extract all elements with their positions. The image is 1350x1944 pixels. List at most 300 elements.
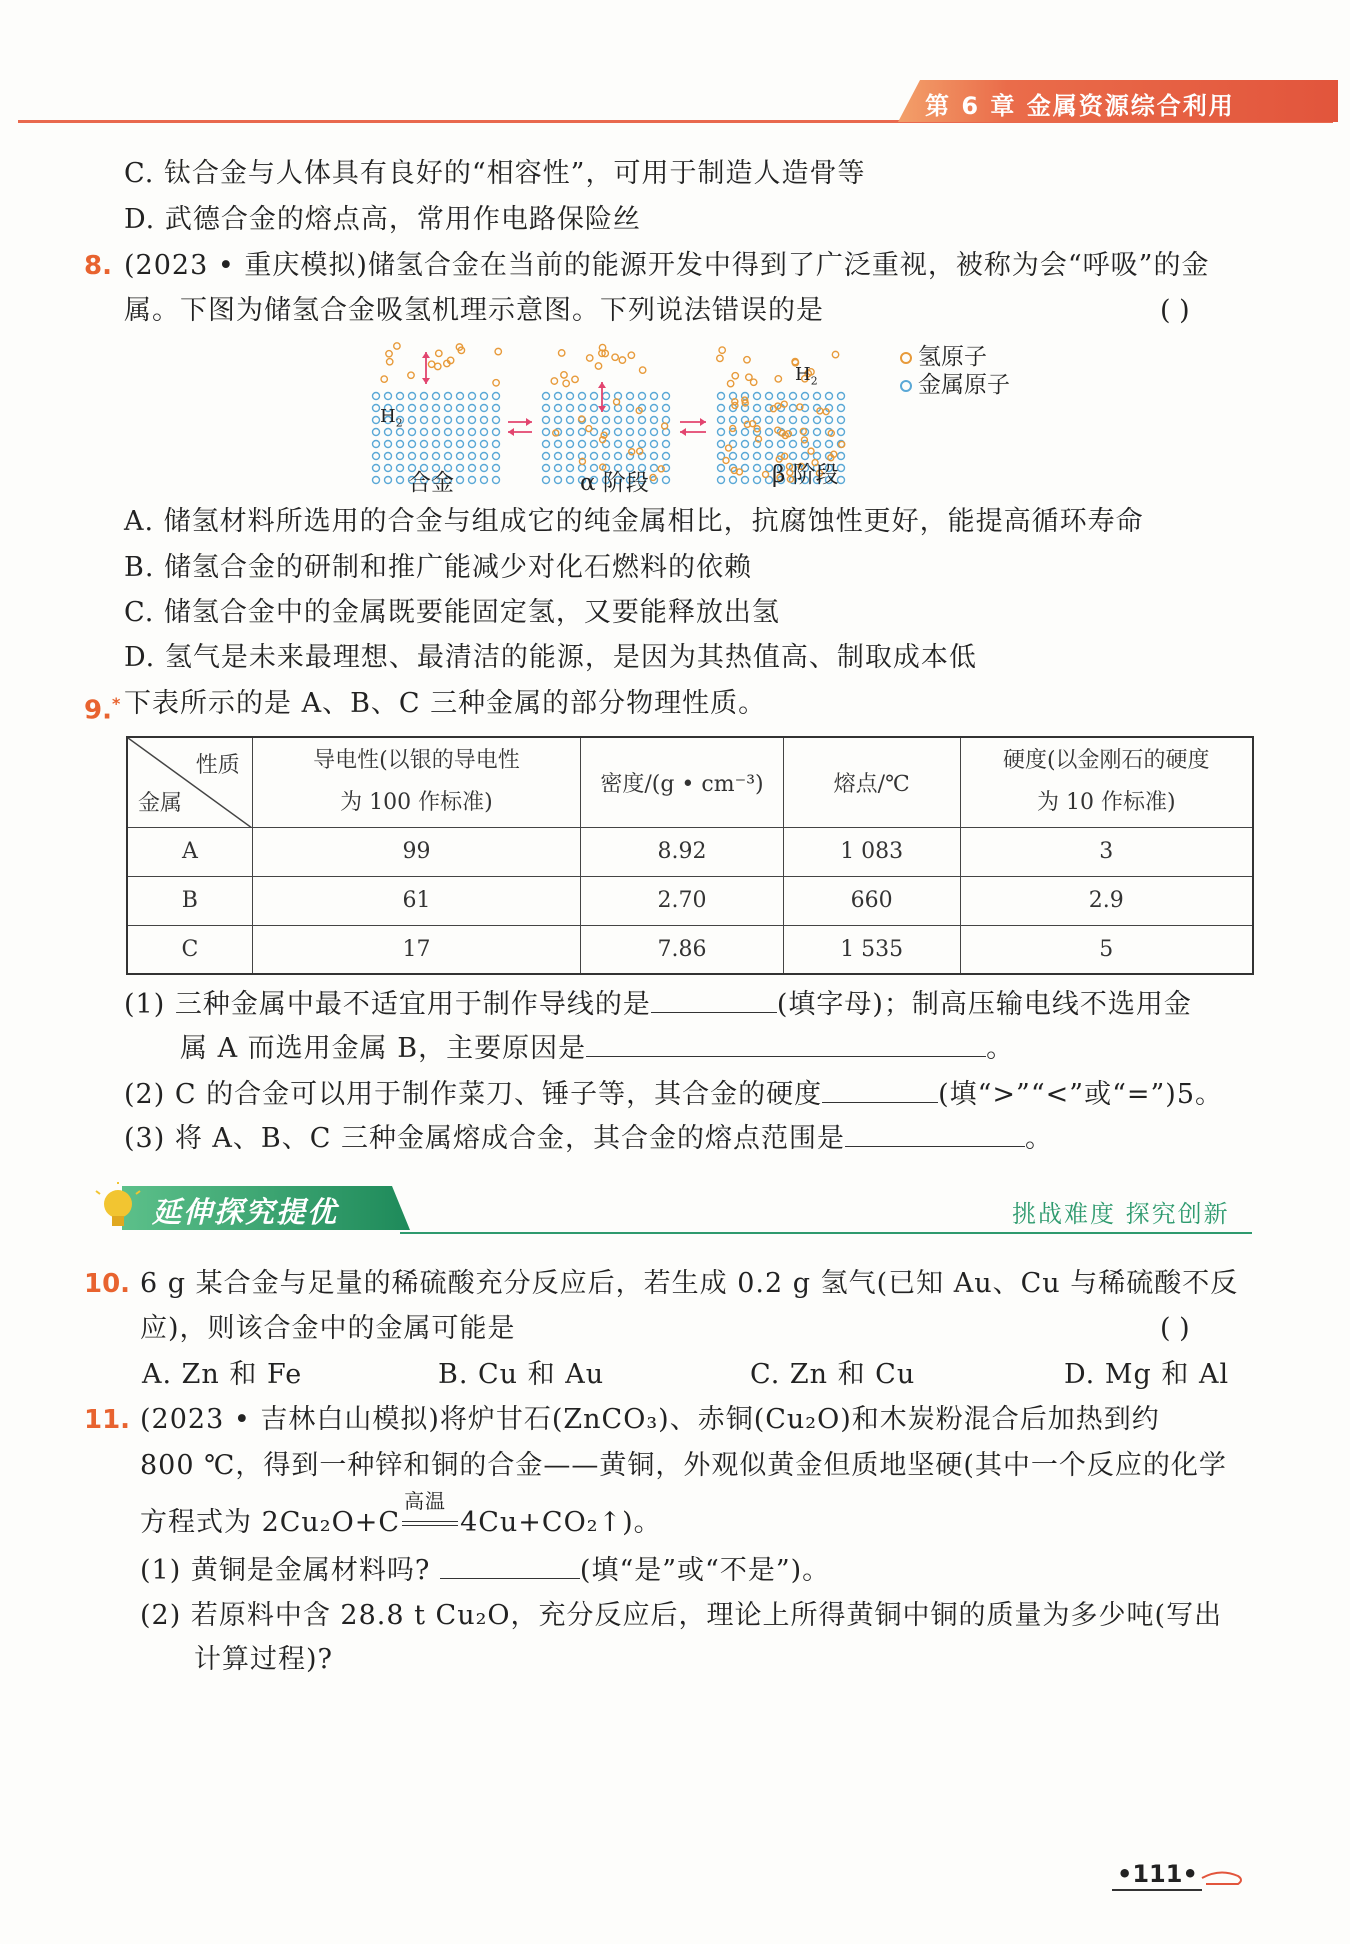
metal-atom [730,477,737,484]
metal-atom [790,393,797,400]
section-rule [400,1232,1252,1234]
metal-atom [397,477,404,484]
metal-atom [543,441,550,448]
table-row [127,925,1253,974]
cell-metal: B [127,876,252,925]
q11-stem-line2: 800 ℃，得到一种锌和铜的合金——黄铜，外观似黄金但质地坚硬(其中一个反应的化学 [140,1450,1227,1481]
metal-atom [445,405,452,412]
metal-atom [421,453,428,460]
metal-atom [814,429,821,436]
metal-atom [651,429,658,436]
metal-atom [639,393,646,400]
metal-atom [742,441,749,448]
metal-atom [742,477,749,484]
hydrogen-atom [495,348,501,354]
metal-atom [651,417,658,424]
metal-atom [790,441,797,448]
metal-atom [591,453,598,460]
cell-density: 7.86 [581,925,784,974]
hydrogen-atom [563,380,569,386]
q8-stem-line2: 属。下图为储氢合金吸氢机理示意图。下列说法错误的是 [124,295,824,326]
q11-equation-line: 方程式为 2Cu₂O+C 高温 4Cu+CO₂↑)。 [140,1503,662,1543]
cell-melting-point: 1 083 [783,827,960,876]
metal-atom [397,453,404,460]
metal-atom [445,453,452,460]
hydrogen-atom [732,373,738,379]
metal-atom [421,393,428,400]
metal-atom [409,453,416,460]
metal-atom [814,441,821,448]
metal-atom [742,429,749,436]
hydrogen-atom [586,426,592,432]
metal-atom [481,477,488,484]
q9-number: 9.* [84,694,121,726]
metal-atom [615,405,622,412]
stage-alpha-label: α 阶段 [580,470,649,496]
metal-atom [579,429,586,436]
metal-properties-table [126,736,1254,975]
metal-atom [778,393,785,400]
section-title: 延伸探究提优 [152,1195,339,1229]
metal-atom [615,429,622,436]
metal-atom [754,417,761,424]
hydrogen-atom [619,357,625,363]
cell-conductivity: 99 [252,827,580,876]
metal-atom [754,453,761,460]
metal-atom [754,393,761,400]
stage-beta-label: β 阶段 [772,462,839,488]
metal-atom [627,405,634,412]
cell-conductivity: 61 [252,876,580,925]
metal-atom [385,465,392,472]
hydrogen-atom [587,355,593,361]
metal-atom [766,393,773,400]
metal-atom [639,441,646,448]
corner-top-label: 性质 [195,753,240,778]
table-row [127,827,1253,876]
metal-atom [385,453,392,460]
cell-melting-point: 660 [783,876,960,925]
metal-atom [457,417,464,424]
metal-atom [543,465,550,472]
metal-atom [567,441,574,448]
metal-atom [802,393,809,400]
metal-atom [469,465,476,472]
metal-atom [591,417,598,424]
metal-atom [373,453,380,460]
metal-atom [433,441,440,448]
metal-atom [718,477,725,484]
metal-atom [802,417,809,424]
metal-atom [385,393,392,400]
metal-atom [481,453,488,460]
hydrogen-atom [386,359,392,365]
metal-atom [397,441,404,448]
hydrogen-atom [746,374,752,380]
metal-atom [766,417,773,424]
metal-atom [567,477,574,484]
hydrogen-atom [727,380,733,386]
metal-atom [826,441,833,448]
metal-atom [543,429,550,436]
metal-atom [555,477,562,484]
metal-atom [651,405,658,412]
metal-atom [603,453,610,460]
header-conductivity: 导电性(以银的导电性 为 100 作标准) [252,737,580,827]
metal-atom [469,477,476,484]
metal-atom [409,429,416,436]
metal-atom [663,405,670,412]
q11-sub2-line2: 计算过程)? [194,1644,334,1675]
metal-atom [373,429,380,436]
q9-sub2: (2) C 的合金可以用于制作菜刀、锤子等，其合金的硬度 (填“>”“<”或“=”)5。 [124,1074,1223,1115]
q11-sub1: (1) 黄铜是金属材料吗? (填“是”或“不是”)。 [140,1550,830,1591]
h2-label: $H_2$ [380,406,403,430]
hydrogen-atom [493,380,499,386]
metal-atom [651,465,658,472]
arrow-left-1-head [508,428,514,436]
metal-atom [567,405,574,412]
hydrogen-atom [561,372,567,378]
metal-atom [555,465,562,472]
q10-option-d: D. Mg 和 Al [1064,1359,1230,1390]
metal-atom [543,405,550,412]
legend-metal: 金属原子 [900,366,1010,399]
metal-atom-icon [900,380,912,392]
hydrogen-atom [744,357,750,363]
q8-option-d: D. 氢气是未来最理想、最清洁的能源，是因为其热值高、制取成本低 [124,642,977,673]
metal-atom [718,417,725,424]
metal-atom [555,417,562,424]
q10-option-a: A. Zn 和 Fe [142,1359,303,1390]
answer-blank-2[interactable] [586,1028,986,1057]
metal-atom [663,441,670,448]
cell-metal: A [127,827,252,876]
hydrogen-atom [408,372,414,378]
answer-blank-5[interactable] [440,1550,580,1579]
metal-atom [814,417,821,424]
hydrogen-atom [719,347,725,353]
metal-atom [457,465,464,472]
metal-atom [385,441,392,448]
metal-atom [603,441,610,448]
q11-sub2-line1: (2) 若原料中含 28.8 t Cu₂O，充分反应后，理论上所得黄铜中铜的质量为多少吨(写出 [140,1600,1223,1631]
metal-atom [579,441,586,448]
metal-atom [778,441,785,448]
metal-atom [493,465,500,472]
metal-atom [409,393,416,400]
metal-atom [493,417,500,424]
metal-atom [493,429,500,436]
table-corner-cell [127,737,252,827]
metal-atom [457,429,464,436]
arrow-right-2-head [700,418,706,426]
answer-blank-1[interactable] [651,984,777,1013]
metal-atom [718,405,725,412]
hydrogen-atom-icon [900,352,912,364]
hydrogen-atom [394,343,400,349]
metal-atom [469,405,476,412]
metal-atom [838,429,845,436]
metal-atom [493,477,500,484]
hydrogen-atom [723,458,729,464]
metal-atom [639,429,646,436]
metal-atom [555,441,562,448]
metal-atom [433,453,440,460]
metal-atom [579,393,586,400]
metal-atom [567,429,574,436]
q8-option-a: A. 储氢材料所选用的合金与组成它的纯金属相比，抗腐蚀性更好，能提高循环寿命 [124,506,1144,537]
hydrogen-atom [628,352,634,358]
metal-atom [754,465,761,472]
page-number: •111• [1117,1860,1198,1888]
metal-atom [373,393,380,400]
metal-atom [445,393,452,400]
metal-atom [730,453,737,460]
metal-atom [543,453,550,460]
metal-atom [433,417,440,424]
metal-atom [469,453,476,460]
metal-atom [421,441,428,448]
q9-sub1-line2: 属 A 而选用金属 B，主要原因是 。 [180,1028,1014,1069]
metal-atom [481,393,488,400]
q9-sub3: (3) 将 A、B、C 三种金属熔成合金，其合金的熔点范围是 。 [124,1118,1053,1159]
metal-atom [591,441,598,448]
q8-option-c: C. 储氢合金中的金属既要能固定氢，又要能释放出氢 [124,597,780,628]
metal-atom [838,405,845,412]
q11-number: 11. [84,1405,131,1435]
metal-atom [469,429,476,436]
metal-atom [493,405,500,412]
metal-atom [718,441,725,448]
metal-atom [445,417,452,424]
hydrogen-atom [639,367,645,373]
metal-atom [814,393,821,400]
hydrogen-atom [436,350,442,356]
metal-atom [481,417,488,424]
q10-option-c: C. Zn 和 Cu [750,1359,916,1390]
cell-density: 2.70 [581,876,784,925]
hydrogen-atom [381,376,387,382]
metal-atom [469,441,476,448]
metal-atom [409,405,416,412]
legend-hydrogen: 氢原子 [900,338,987,371]
q9-stem: 下表所示的是 A、B、C 三种金属的部分物理性质。 [124,688,767,719]
metal-atom [445,441,452,448]
h2-label-beta: $H_2$ [795,364,818,388]
q8-answer-paren: ( ) [1160,295,1190,326]
q7-option-d: D. 武德合金的熔点高，常用作电路保险丝 [124,204,641,235]
metal-atom [373,477,380,484]
metal-atom [627,429,634,436]
metal-atom [639,417,646,424]
metal-atom [433,393,440,400]
metal-atom [718,465,725,472]
hydrogen-atom [629,449,635,455]
cell-hardness: 2.9 [960,876,1253,925]
metal-atom [373,405,380,412]
hydrogen-atom [551,378,557,384]
metal-atom [627,441,634,448]
metal-atom [615,453,622,460]
q8-number: 8. [84,251,112,281]
hydrogen-atom [832,351,838,357]
arrow-left-2-head [680,428,686,436]
hydrogen-atom [717,355,723,361]
metal-atom [838,393,845,400]
q10-option-b: B. Cu 和 Au [438,1359,605,1390]
answer-blank-3[interactable] [822,1074,938,1103]
metal-atom [555,453,562,460]
metal-atom [457,477,464,484]
metal-atom [567,393,574,400]
metal-atom [493,393,500,400]
answer-blank-4[interactable] [845,1118,1025,1147]
hydrogen-atom [572,376,578,382]
hydrogen-atom [808,448,814,454]
metal-atom [555,405,562,412]
metal-atom [543,477,550,484]
header-melting-point: 熔点/℃ [783,737,960,827]
metal-atom [409,441,416,448]
metal-atom [826,393,833,400]
page-number-rule [1112,1889,1202,1891]
metal-atom [603,417,610,424]
cell-metal: C [127,925,252,974]
hydrogen-atom [612,354,618,360]
metal-atom [663,453,670,460]
metal-atom [567,465,574,472]
metal-atom [591,405,598,412]
cell-melting-point: 1 535 [783,925,960,974]
chapter-title: 第 6 章 金属资源综合利用 [925,92,1235,120]
metal-atom [663,393,670,400]
metal-atom [838,417,845,424]
trophy-icon [104,1190,132,1218]
metal-atom [445,429,452,436]
metal-atom [790,417,797,424]
hydrogen-atom [595,363,601,369]
q10-stem-line1: 6 g 某合金与足量的稀硫酸充分反应后，若生成 0.2 g 氢气(已知 Au、Cu 与稀硫酸不反 [140,1268,1239,1299]
q8-stem-line1: (2023 • 重庆模拟)储氢合金在当前的能源开发中得到了广泛重视，被称为会“呼吸”的金 [124,250,1210,281]
metal-atom [663,429,670,436]
h2-vertical-arrow-2-head-up [598,382,606,388]
metal-atom [663,417,670,424]
metal-atom [543,417,550,424]
metal-atom [373,441,380,448]
metal-atom [543,393,550,400]
metal-atom [457,453,464,460]
metal-atom [790,405,797,412]
metal-atom [457,441,464,448]
metal-atom [493,453,500,460]
metal-atom [826,417,833,424]
metal-atom [421,429,428,436]
metal-atom [555,393,562,400]
metal-atom [778,417,785,424]
q8-option-b: B. 储氢合金的研制和推广能减少对化石燃料的依赖 [124,552,753,583]
metal-atom [457,393,464,400]
metal-atom [397,393,404,400]
header-hardness: 硬度(以金刚石的硬度 为 10 作标准) [960,737,1253,827]
metal-atom [651,453,658,460]
metal-atom [421,417,428,424]
cell-hardness: 5 [960,925,1253,974]
q10-stem-line2: 应)，则该合金中的金属可能是 [140,1313,516,1344]
table-header-row [127,737,1253,827]
metal-atom [469,393,476,400]
metal-atom [742,453,749,460]
hydrogen-atom [428,361,434,367]
arrow-right-1-head [526,418,532,426]
metal-atom [481,405,488,412]
metal-atom [397,465,404,472]
metal-atom [469,417,476,424]
metal-atom [481,465,488,472]
metal-atom [766,441,773,448]
metal-atom [385,477,392,484]
q11-stem-line1: (2023 • 吉林白山模拟)将炉甘石(ZnCO₃)、赤铜(Cu₂O)和木炭粉混合后加热到约 [140,1404,1160,1435]
metal-atom [481,429,488,436]
hydrogen-atom [726,445,732,451]
metal-atom [754,405,761,412]
metal-atom [754,477,761,484]
hydrogen-atom [386,351,392,357]
metal-atom [409,417,416,424]
metal-atom [627,393,634,400]
section-subtitle: 挑战难度 探究创新 [1012,1200,1230,1228]
metal-atom [591,393,598,400]
stage-alloy-label: 合金 [408,470,454,496]
hydrogen-atom [763,471,769,477]
cell-density: 8.92 [581,827,784,876]
metal-atom [433,429,440,436]
table-row [127,876,1253,925]
h2-vertical-arrow-1-head-up [422,352,430,358]
reaction-condition: 高温 [400,1503,460,1543]
q9-sub1-line1: (1) 三种金属中最不适宜用于制作导线的是 (填字母)；制高压输电线不选用金 [124,984,1192,1025]
hydrogen-atom [558,350,564,356]
metal-atom [651,393,658,400]
metal-atom [433,405,440,412]
metal-atom [718,393,725,400]
metal-atom [493,441,500,448]
metal-atom [627,417,634,424]
metal-atom [766,429,773,436]
cell-conductivity: 17 [252,925,580,974]
metal-atom [373,417,380,424]
q7-option-c: C. 钛合金与人体具有良好的“相容性”，可用于制造人造骨等 [124,158,866,189]
header-density: 密度/(g • cm⁻³) [581,737,784,827]
metal-atom [457,405,464,412]
hydrogen-atom [775,376,781,382]
metal-atom [481,441,488,448]
metal-atom [651,441,658,448]
page-curl-icon [1200,1866,1248,1886]
q10-number: 10. [84,1269,131,1299]
metal-atom [373,465,380,472]
h2-vertical-arrow-1-head-down [422,378,430,384]
metal-atom [421,405,428,412]
metal-atom [615,441,622,448]
cell-hardness: 3 [960,827,1253,876]
metal-atom [730,417,737,424]
q10-answer-paren: ( ) [1160,1313,1190,1344]
metal-atom [603,393,610,400]
metal-atom [615,417,622,424]
metal-atom [579,405,586,412]
metal-atom [663,477,670,484]
